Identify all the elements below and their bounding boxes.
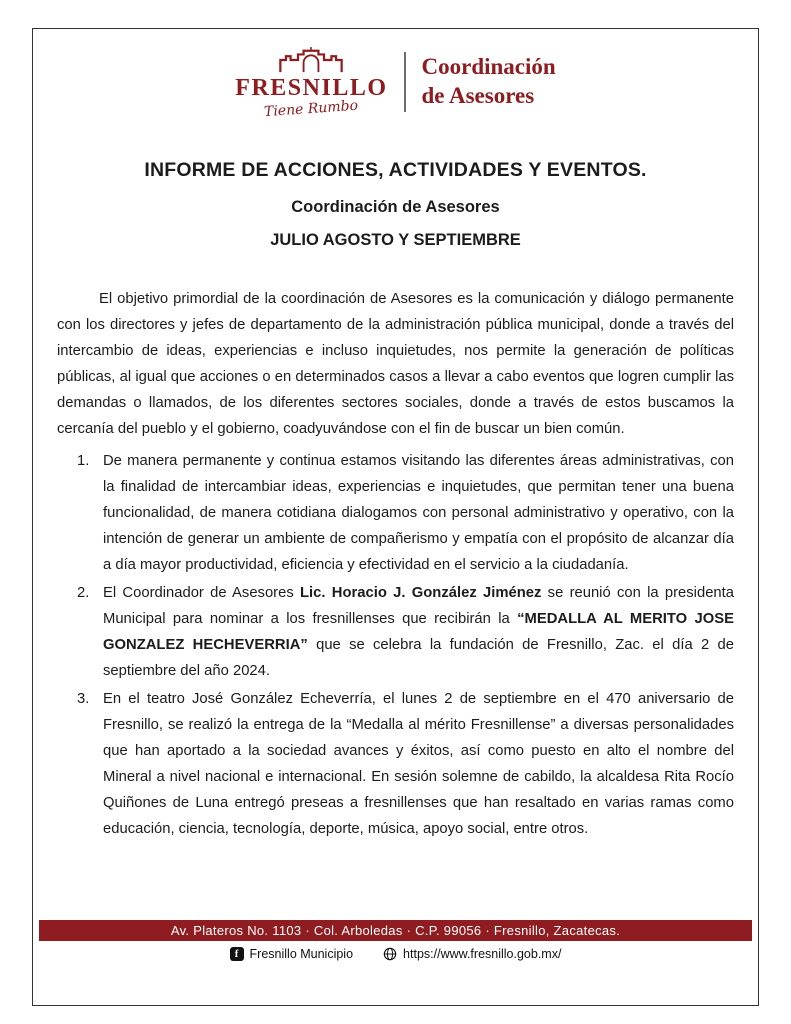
logo-tagline: Tiene Rumbo	[263, 97, 359, 121]
numbered-list	[77, 448, 734, 842]
fresnillo-logo	[235, 47, 388, 121]
building-icon	[278, 47, 344, 73]
globe-icon	[383, 947, 397, 961]
list-item-2	[77, 580, 734, 684]
header-divider	[404, 52, 406, 112]
org-title-line1: Coordinación	[421, 54, 556, 80]
item-2-number: 2.	[77, 585, 90, 601]
report-title: INFORME DE ACCIONES, ACTIVIDADES Y EVENTOS.	[144, 159, 647, 181]
social-bar	[39, 941, 752, 961]
item-2-bold-name: Lic. Horacio J. González Jiménez	[300, 585, 542, 601]
facebook-icon	[230, 947, 244, 961]
item-1-number: 1.	[77, 453, 90, 469]
item-2-text	[103, 580, 734, 684]
item-1-text	[103, 448, 734, 578]
address-text: Av. Plateros No. 1103 · Col. Arboledas · C.P. 99056 · Fresnillo, Zacatecas.	[170, 923, 621, 938]
item-1-segment: De manera permanente y continua estamos visitando las diferentes áreas administrativas, con la finalidad de intercambiar ideas, experiencias e inquietudes, que permitan tener una buena funcionalidad, de manera cotidiana dialogamos con personal administrativo y operativo, con la intención de generar un ambiente de compañerismo y empatía con el propósito de alcanzar día a día mayor productividad, eficiencia y efectividad en el servicio a la ciudadanía.	[103, 453, 734, 573]
org-title	[422, 53, 556, 111]
item-3-segment: En el teatro José González Echeverría, el lunes 2 de septiembre en el 470 aniversario de Fresnillo, se realizó la entrega de la “Medalla al mérito Fresnillense” a diversas personalidades que han aportado a la sociedad avances y éxitos, así como puesto en alto el nombre del Mineral a nivel nacional e internacional. En sesión solemne de cabildo, la alcaldesa Rita Rocío Quiñones de Luna entregó preseas a fresnillenses que han resaltado en varias ramas como educación, ciencia, tecnología, deporte, música, apoyo social, entre otros.	[103, 691, 734, 837]
item-3-number: 3.	[77, 691, 90, 707]
item-2-segment: El Coordinador de Asesores	[103, 585, 301, 601]
document-header	[57, 47, 734, 121]
facebook-link[interactable]	[230, 947, 354, 961]
item-3-text	[103, 686, 734, 842]
item-2-segment: que se celebra la fundación de Fresnillo, Zac. el día 2 de septiembre del año 2024.	[103, 637, 734, 679]
website-url: https://www.fresnillo.gob.mx/	[403, 947, 562, 961]
list-item-3	[77, 686, 734, 842]
report-period: JULIO AGOSTO Y SEPTIEMBRE	[270, 231, 521, 249]
facebook-label: Fresnillo Municipio	[249, 947, 354, 961]
intro-paragraph: El objetivo primordial de la coordinación de Asesores es la comunicación y diálogo permanente con los directores y jefes de departamento de la administración pública municipal, donde a través del intercambio de ideas, experiencias e incluso inquietudes, nos permite la generación de políticas públicas, al igual que acciones o en determinados casos a llevar a cabo eventos que logren cumplir las demandas o llamados, de los diferentes sectores sociales, donde a través de estos buscamos la cercanía del pueblo y el gobierno, coadyuvándose con el fin de buscar un bien común.	[57, 291, 734, 437]
list-item-1	[77, 448, 734, 578]
logo-name: FRESNILLO	[235, 75, 388, 101]
document-content	[33, 29, 758, 842]
page-border-frame	[32, 28, 759, 1006]
report-subtitle: Coordinación de Asesores	[291, 198, 500, 216]
website-link[interactable]	[383, 947, 561, 961]
org-title-line2: de Asesores	[421, 83, 535, 108]
item-2-bold-medal: “MEDALLA AL MERITO JOSE GONZALEZ HECHEVERRIA”	[103, 611, 735, 653]
page-footer	[39, 920, 752, 961]
item-2-segment: se reunió con la presidenta Municipal para nominar a los fresnillenses que recibirán la	[103, 585, 734, 627]
address-bar	[39, 920, 752, 941]
